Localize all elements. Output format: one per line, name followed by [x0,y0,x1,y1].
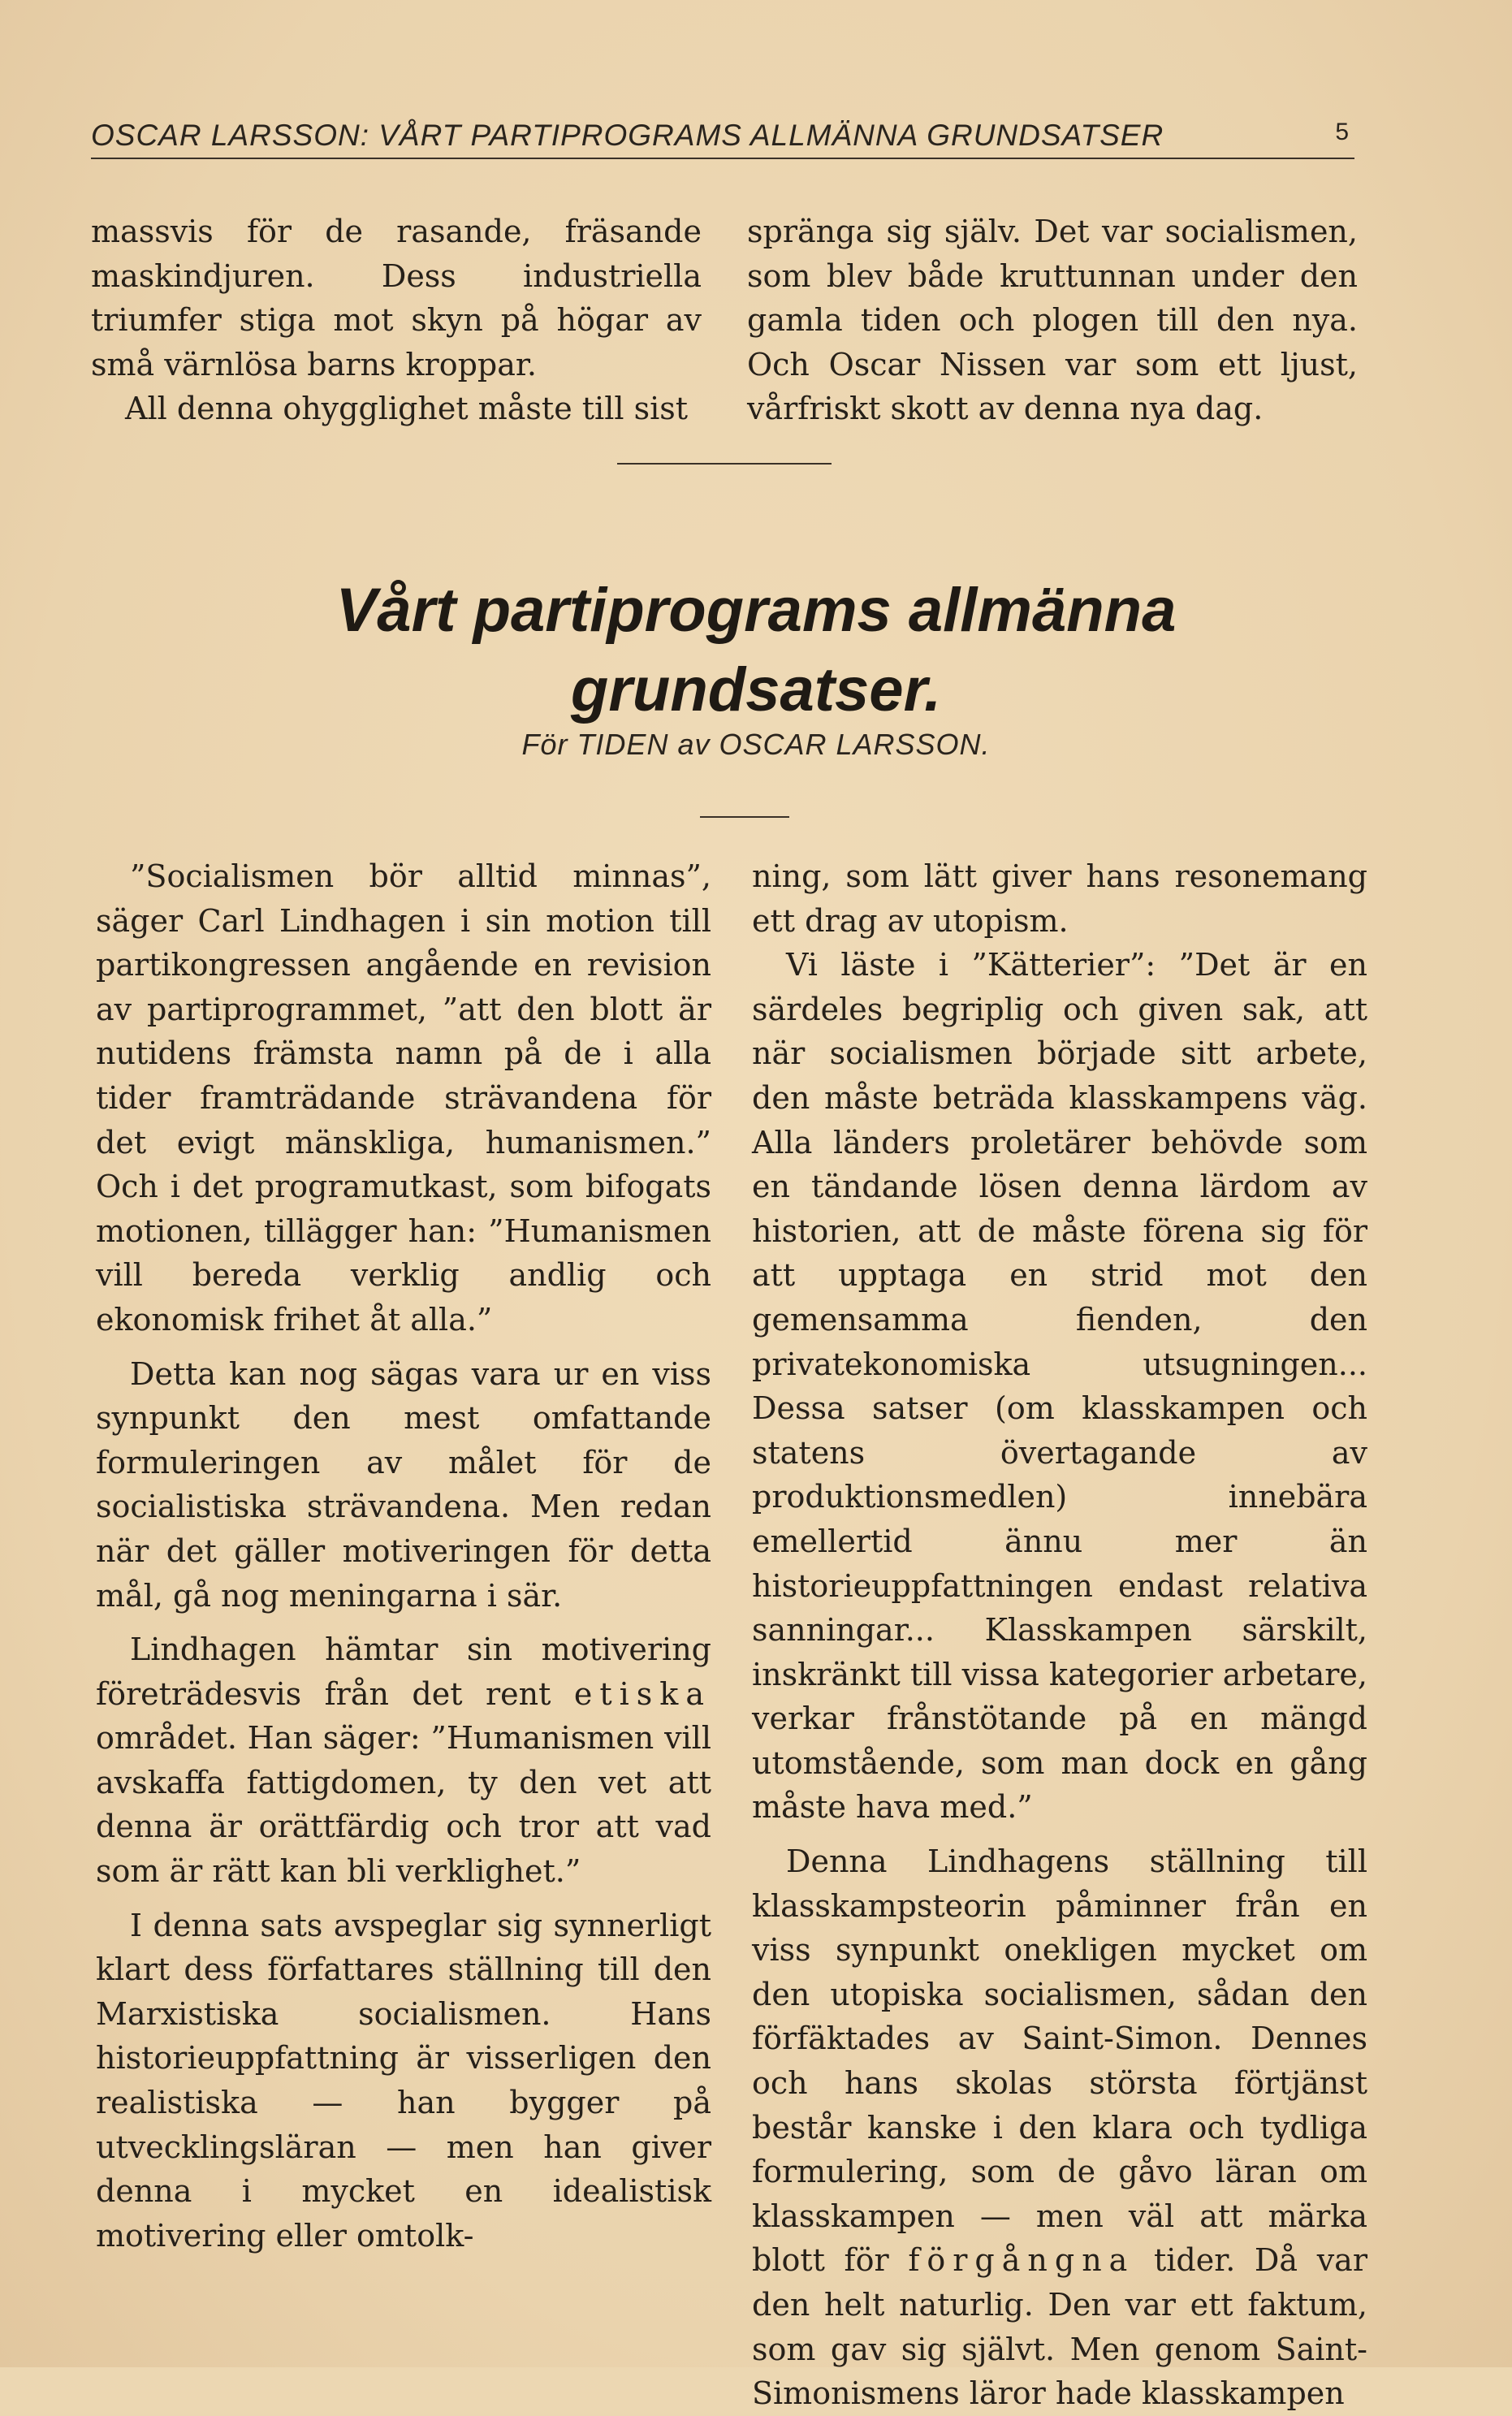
article-paragraph: ning, som lätt giver hans resonemang ett drag av utopism. [752,858,1367,939]
article-title-line-1: Vårt partiprograms allmänna [335,576,1177,645]
article-paragraph: ”Socialismen bör alltid minnas”, säger Carl Lindhagen i sin motion till partikongressen angående en revision av partiprogrammet, ”att den blott är nutidens främsta namn på de i alla tider framträdande strävandena för det evigt mänskliga, humanismen.” Och i det programutkast, som bifogats motionen, tillägger han: ”Humanismen vill bereda verklig andlig och ekonomisk frihet åt alla.” [96,858,711,1338]
section-divider [617,463,832,465]
previous-article-right-column [747,210,1358,431]
running-title: OSCAR LARSSON: VÅRT PARTIPROGRAMS ALLMÄNNA GRUNDSATSER [91,119,1164,152]
text-run: området. Han säger: ”Humanismen vill avskaffa fattigdomen, ty den vet att denna är orättfärdig och tror att vad som är rätt kan bli verklighet.” [96,1720,711,1890]
article-paragraph [96,1627,711,1894]
text-run: tider. Då var den helt naturlig. Den var ett faktum, som gav sig självt. Men genom Saint-Simonismens läror hade klasskampen [752,2242,1367,2412]
article-paragraph: I denna sats avspeglar sig synnerligt klart dess författares ställning till den Marxistiska socialismen. Hans historieuppfattning är visserligen den realistiska — han bygger på utvecklingsläran — men han giver denna i mycket en idealistisk motivering eller omtolk- [96,1907,711,2254]
byline-divider [700,816,789,818]
running-header [91,119,1354,159]
spaced-emphasis: etiska [573,1675,711,1712]
text-run: Lindhagen hämtar sin motivering företrädesvis från det rent [96,1632,711,1712]
text-run: Denna Lindhagens ställning till klasskampsteorin påminner från en viss synpunkt onekligen mycket om den utopiska socialismen, sådan den förfäktades av Saint-Simon. Dennes och hans skolas största förtjänst består kanske i den klara och tydliga formulering, som de gåvo läran om klasskampen — men väl att märka blott för [752,1843,1367,2279]
article-byline: För TIDEN av OSCAR LARSSON. [521,728,991,761]
previous-article-paragraph: massvis för de rasande, fräsande maskindjuren. Dess industriella triumfer stiga mot skyn på högar av små värnlösa barns kroppar. [91,214,702,382]
article-paragraph: Vi läste i ”Kätterier”: ”Det är en särdeles begriplig och given sak, att när socialismen började sitt arbete, den måste beträda klasskampens väg. Alla länders proletärer behövde som en tändande lösen denna lärdom av historien, att de måste förena sig för att upptaga en strid mot den gemensamma fienden, den privatekonomiska utsugningen... Dessa satser (om klasskampen och statens övertagande av produktionsmedlen) innebära emellertid ännu mer än historieuppfattningen endast relativa sanningar... Klasskampen särskilt, inskränkt till vissa kategorier arbetare, verkar frånstötande på en mängd utomstående, som man dock en gång måste hava med.” [752,947,1367,1826]
page-number: 5 [1335,119,1350,145]
previous-article-paragraph: spränga sig själv. Det var socialismen, som blev både kruttunnan under den gamla tiden och plogen till den nya. Och Oscar Nissen var som ett ljust, vårfriskt skott av denna nya dag. [747,214,1358,427]
previous-article-paragraph: All denna ohygglighet måste till sist [125,391,688,427]
article-title-line-2: grundsatser. [570,655,942,724]
previous-article-left-column [91,210,702,431]
article-paragraph: Detta kan nog sägas vara ur en viss synpunkt den mest omfattande formuleringen av målet för de socialistiska strävandena. Men redan när det gäller motiveringen för detta mål, gå nog meningarna i sär. [96,1355,711,1614]
article-right-column [752,854,1367,2416]
article-paragraph [752,1839,1367,2416]
spaced-emphasis: förgångna [908,2242,1135,2279]
article-left-column [96,854,711,2258]
